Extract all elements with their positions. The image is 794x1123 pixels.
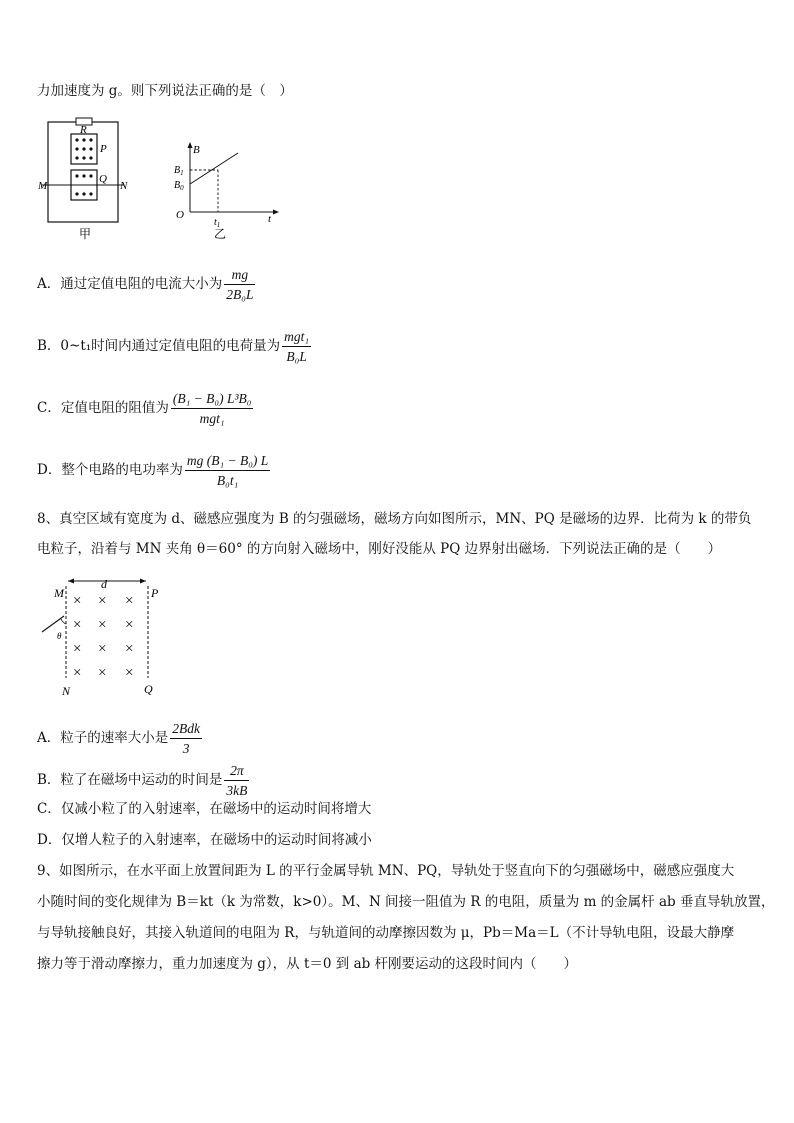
tick-t1: t: [214, 217, 217, 228]
q8-b-fraction: $\frac{2\pi}{3kB}$: [226, 763, 248, 798]
svg-text:×: ×: [125, 593, 134, 609]
tick-b0: B: [174, 180, 181, 191]
svg-text:×: ×: [125, 641, 134, 657]
tick-b1-sub: 1: [180, 169, 184, 177]
q7-option-a: A．通过定值电阻的电流大小为 $\frac{mg}{\text{2B₀L}}$: [37, 267, 254, 302]
q8-stem-line2: 电粒子，沿着与 MN 夹角 θ＝60° 的方向射入磁场中，刚好没能从 PQ 边界射出磁场．下列说法正确的是（ ）: [37, 541, 722, 557]
q9-stem-line2: 小随时间的变化规律为 B＝kt（k 为常数，k>0）。M、N 间接一阻值为 R 的电阻，质量为 m 的金属杆 ab 垂直导轨放置，: [37, 894, 775, 910]
q7-option-b: B．0~t₁时间内通过定值电阻的电荷量为 $\frac{\text{mgt₁}}{\text{B₀L}}$: [37, 329, 310, 364]
q9-stem-line3: 与导轨接触良好，其接入轨道间的电阻为 R，与轨道间的动摩擦因数为 μ，Pb＝Ma＝L（不计导轨电阻，设最大静摩: [37, 925, 735, 941]
svg-text:×: ×: [98, 617, 107, 633]
label-d: d: [101, 577, 107, 591]
svg-text:×: ×: [98, 593, 107, 609]
q7-b-fraction: $\frac{\text{mgt₁}}{\text{B₀L}}$: [284, 329, 310, 364]
svg-text:B1: [174, 165, 184, 177]
q9-stem-line1: 9、如图所示，在水平面上放置间距为 L 的平行金属导轨 MN、PQ，导轨处于竖直向下的匀强磁场中，磁感应强度大: [37, 863, 735, 879]
caption-jia: 甲: [79, 227, 92, 241]
label-q: Q: [144, 682, 153, 696]
field-crosses: [73, 593, 133, 681]
svg-text:×: ×: [73, 617, 82, 633]
svg-text:×: ×: [73, 665, 82, 681]
q8-stem-line1: 8、真空区域有宽度为 d、磁感应强度为 B 的匀强磁场，磁场方向如图所示，MN、PQ 是磁场的边界．比荷为 k 的带负: [37, 511, 752, 527]
tick-t1-sub: 1: [216, 221, 221, 229]
label-m: M: [38, 180, 48, 192]
figure-yi: [170, 140, 285, 240]
caption-yi: 乙: [214, 227, 227, 240]
q8-option-b: B．粒了在磁场中运动的时间是 $\frac{2\pi}{3kB}$: [37, 763, 248, 798]
svg-text:×: ×: [98, 641, 107, 657]
axis-label-t: t: [268, 213, 272, 225]
q8-option-a: A．粒子的速率大小是 $\frac{\text{2Bdk}}{3}$: [37, 721, 200, 756]
figure-jia: [36, 112, 146, 242]
angle-arc: [61, 619, 66, 624]
entry-arrow: [42, 616, 64, 632]
q8-option-c: C．仅减小粒了的入射速率，在磁场中的运动时间将增大: [37, 801, 372, 817]
q9-stem-line4: 擦力等于滑动摩擦力，重力加速度为 g），从 t＝0 到 ab 杆刚要运动的这段时间内（ ）: [37, 956, 578, 972]
q8-a-fraction: $\frac{\text{2Bdk}}{3}$: [172, 721, 200, 756]
tick-b1: B: [174, 165, 181, 176]
label-m: M: [54, 586, 64, 600]
svg-text:×: ×: [73, 641, 82, 657]
q7-d-fraction: $\frac{\text{mg (B₁ − B₀) L}}{\text{B₀t₁}}$: [186, 453, 269, 488]
q7-option-d: D．整个电路的电功率为 $\frac{\text{mg (B₁ − B₀) L}}{\text{B₀t₁}}$: [37, 453, 269, 488]
svg-text:×: ×: [125, 665, 134, 681]
tick-b0-sub: 0: [180, 184, 184, 192]
origin-o: O: [176, 209, 184, 221]
label-theta: θ: [57, 631, 62, 641]
label-r: R: [80, 124, 87, 136]
q8-option-d: D．仅增人粒子的入射速率，在磁场中的运动时间将减小: [37, 832, 372, 848]
q7-a-fraction: $\frac{mg}{\text{2B₀L}}$: [226, 267, 254, 302]
figure-q8: [36, 572, 176, 702]
svg-text:×: ×: [125, 617, 134, 633]
q7-intro-tail: 力加速度为 g。则下列说法正确的是（ ）: [37, 83, 293, 99]
q7-option-c: C．定值电阻的阻值为 $\frac{\text{(B₁ − B₀) L³B₀}}{\text{mgt₁}}$: [37, 391, 252, 426]
label-p: P: [151, 586, 159, 600]
svg-text:×: ×: [73, 593, 82, 609]
axis-label-b: B: [193, 144, 200, 156]
svg-text:×: ×: [98, 665, 107, 681]
label-n: N: [62, 684, 71, 698]
svg-text:B0: [174, 180, 184, 192]
label-n: N: [120, 180, 128, 192]
b-t-line: [190, 153, 238, 184]
label-q: Q: [99, 173, 107, 185]
label-p: P: [100, 143, 107, 155]
q7-c-fraction: $\frac{\text{(B₁ − B₀) L³B₀}}{\text{mgt₁}}$: [172, 391, 252, 426]
